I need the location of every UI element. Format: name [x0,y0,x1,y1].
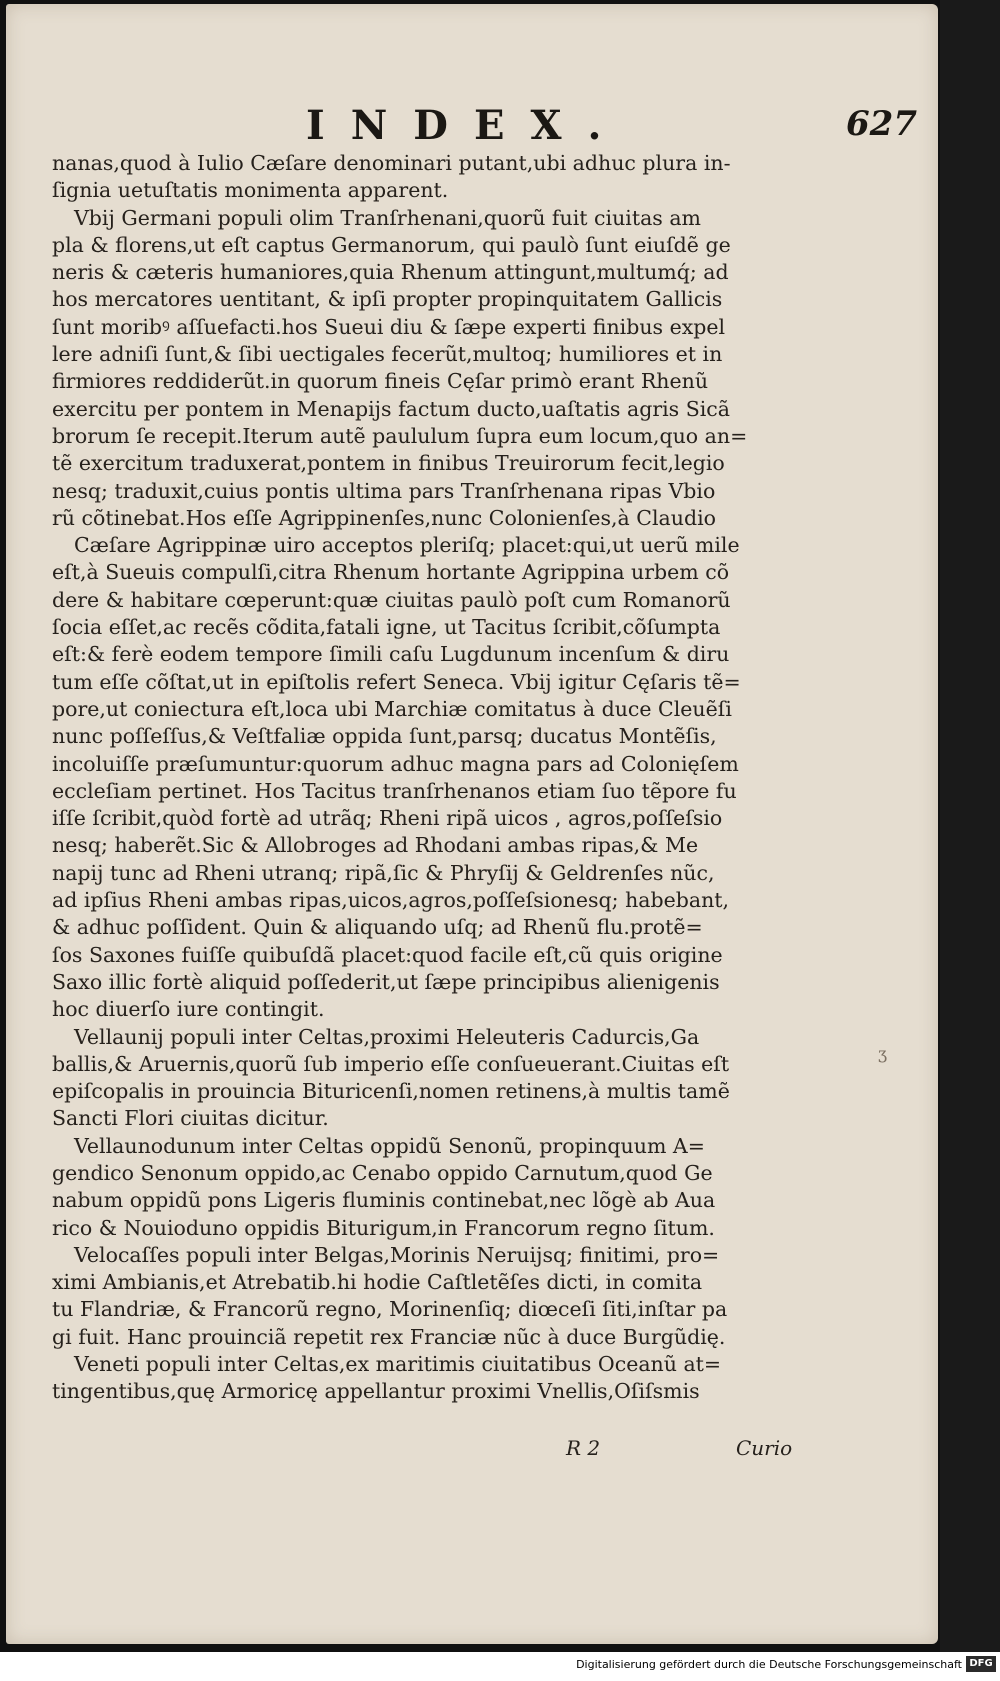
text-line: Cæſare Agrippinæ uiro acceptos pleriſq; placet:qui,ut uerũ mile [74,533,740,558]
text-line: hoc diuerſo iure contingit. [52,997,325,1022]
text-line: lere adniſi ſunt,& ſibi uectigales fecerũt,multoq; humiliores et in [52,342,723,367]
text-line: firmiores reddiderũt.in quorum fineis Cęſar primò erant Rhenũ [52,369,709,394]
text-line: nunc poſſeſſus,& Veſtfaliæ oppida ſunt,parsq; ducatus Montẽſis, [52,724,717,749]
text-line: rũ cõtinebat.Hos eſſe Agrippinenſes,nunc Colonienſes,à Claudio [52,505,716,530]
text-line: dere & habitare cœperunt:quæ ciuitas paulò poſt cum Romanorũ [52,587,731,612]
text-line: eccleſiam pertinet. Hos Tacitus tranſrhenanos etiam ſuo tẽpore fu [52,778,737,803]
catchword: Curio [736,1436,793,1460]
text-line: napij tunc ad Rheni utranq; ripã,ſic & Phryſij & Geldrenſes nũc, [52,860,715,885]
text-line: exercitu per pontem in Menapijs factum ducto,uaſtatis agris Sicã [52,396,731,421]
text-line: Vellaunij populi inter Celtas,proximi Heleuteris Cadurcis,Ga [74,1024,700,1049]
text-line: tingentibus,quę Armoricę appellantur proximi Vnellis,Oſiſsmis [52,1379,700,1404]
text-line: ballis,& Aruernis,quorũ ſub imperio eſſe conſueuerant.Ciuitas eſt [52,1051,730,1076]
text-line: iſſe ſcribit,quòd fortè ad utrãq; Rheni ripã uicos , agros,poſſeſsio [52,806,723,831]
text-line: tu Flandriæ, & Francorũ regno, Morinenſiq; diœceſi ſiti,inſtar pa [52,1297,728,1322]
text-line: gi fuit. Hanc prouinciã repetit rex Franciæ nũc à duce Burgũdię. [52,1324,726,1349]
text-line: Vbij Germani populi olim Tranſrhenani,quorũ fuit ciuitas am [74,205,701,230]
text-line: tẽ exercitum traduxerat,pontem in finibus Treuirorum fecit,legio [52,451,725,476]
text-line: nabum oppidũ pons Ligeris fluminis continebat,nec lõgè ab Aua [52,1188,716,1213]
dfg-logo: DFG [966,1656,996,1672]
margin-mark: ʒ [878,1044,888,1063]
text-line: rico & Nouioduno oppidis Biturigum,in Francorum regno ſitum. [52,1215,715,1240]
text-line: nesq; traduxit,cuius pontis ultima pars Tranſrhenana ripas Vbio [52,478,716,503]
book-page [6,4,938,1644]
text-line: ad ipſius Rheni ambas ripas,uicos,agros,poſſeſsionesq; habebant, [52,888,730,913]
text-line: nesq; haberẽt.Sic & Allobroges ad Rhodani ambas ripas,& Me [52,833,699,858]
text-line: tum eſſe cõſtat,ut in epiſtolis refert Seneca. Vbij igitur Cęſaris tẽ= [52,669,741,694]
page-header [6,102,938,149]
text-line: Veneti populi inter Celtas,ex maritimis ciuitatibus Oceanũ at= [74,1352,722,1377]
text-line: ximi Ambianis,et Atrebatib.hi hodie Caſtletẽſes dicti, in comita [52,1270,703,1295]
text-line: eſt,à Sueuis compulſi,citra Rhenum hortante Agrippina urbem cõ [52,560,730,585]
scan-edge [940,0,1000,1652]
text-line: Sancti Flori ciuitas dicitur. [52,1106,329,1131]
folio-number: 627 [846,104,917,144]
text-line: epiſcopalis in prouincia Bituricenſi,nomen retinens,à multis tamẽ [52,1079,730,1104]
text-line: Saxo illic fortè aliquid poſſederit,ut ſæpe principibus alienigenis [52,969,720,994]
text-line: Vellaunodunum inter Celtas oppidũ Senonũ, propinquum A= [74,1133,705,1158]
text-line: nanas,quod à Iulio Cæſare denominari putant,ubi adhuc plura in- [52,151,731,175]
text-line: ſignia uetuſtatis monimenta apparent. [52,178,449,203]
text-line: ſos Saxones fuiſſe quibuſdã placet:quod facile eſt,cũ quis origine [52,942,723,967]
text-line: gendico Senonum oppido,ac Cenabo oppido Carnutum,quod Ge [52,1160,713,1185]
text-line: pore,ut coniectura eſt,loca ubi Marchiæ comitatus à duce Cleuẽſi [52,696,732,721]
text-line: ſocia eſſet,ac recẽs cõdita,fatali igne, ut Tacitus ſcribit,cõſumpta [52,615,721,640]
text-line: incoluiſſe præſumuntur:quorum adhuc magna pars ad Colonięſem [52,751,739,776]
catchword-line [6,1436,938,1466]
funding-credit: Digitalisierung gefördert durch die Deutsche Forschungsgemeinschaft [576,1658,962,1671]
text-line: Velocaſſes populi inter Belgas,Morinis Neruijsq; finitimi, pro= [74,1242,720,1267]
footer [0,1652,1000,1681]
signature-mark: R 2 [566,1436,601,1460]
text-line: eſt:& ferè eodem tempore ſimili caſu Lugdunum incenſum & diru [52,642,730,667]
running-head: INDEX. [306,102,628,149]
text-line: brorum ſe recepit.Iterum autẽ paululum ſupra eum locum,quo an= [52,423,748,448]
text-line: & adhuc poſſident. Quin & aliquando uſq; ad Rhenũ flu.protẽ= [52,915,703,940]
body-text [52,150,922,1406]
text-line: neris & cæteris humaniores,quia Rhenum attingunt,multumq́; ad [52,260,729,285]
text-line: pla & florens,ut eſt captus Germanorum, qui paulò ſunt eiuſdẽ ge [52,232,731,257]
text-line: ſunt moribꝰ aſſuefacti.hos Sueui diu & ſæpe experti finibus expel [52,314,726,339]
text-line: hos mercatores uentitant, & ipſi propter propinquitatem Gallicis [52,287,723,312]
